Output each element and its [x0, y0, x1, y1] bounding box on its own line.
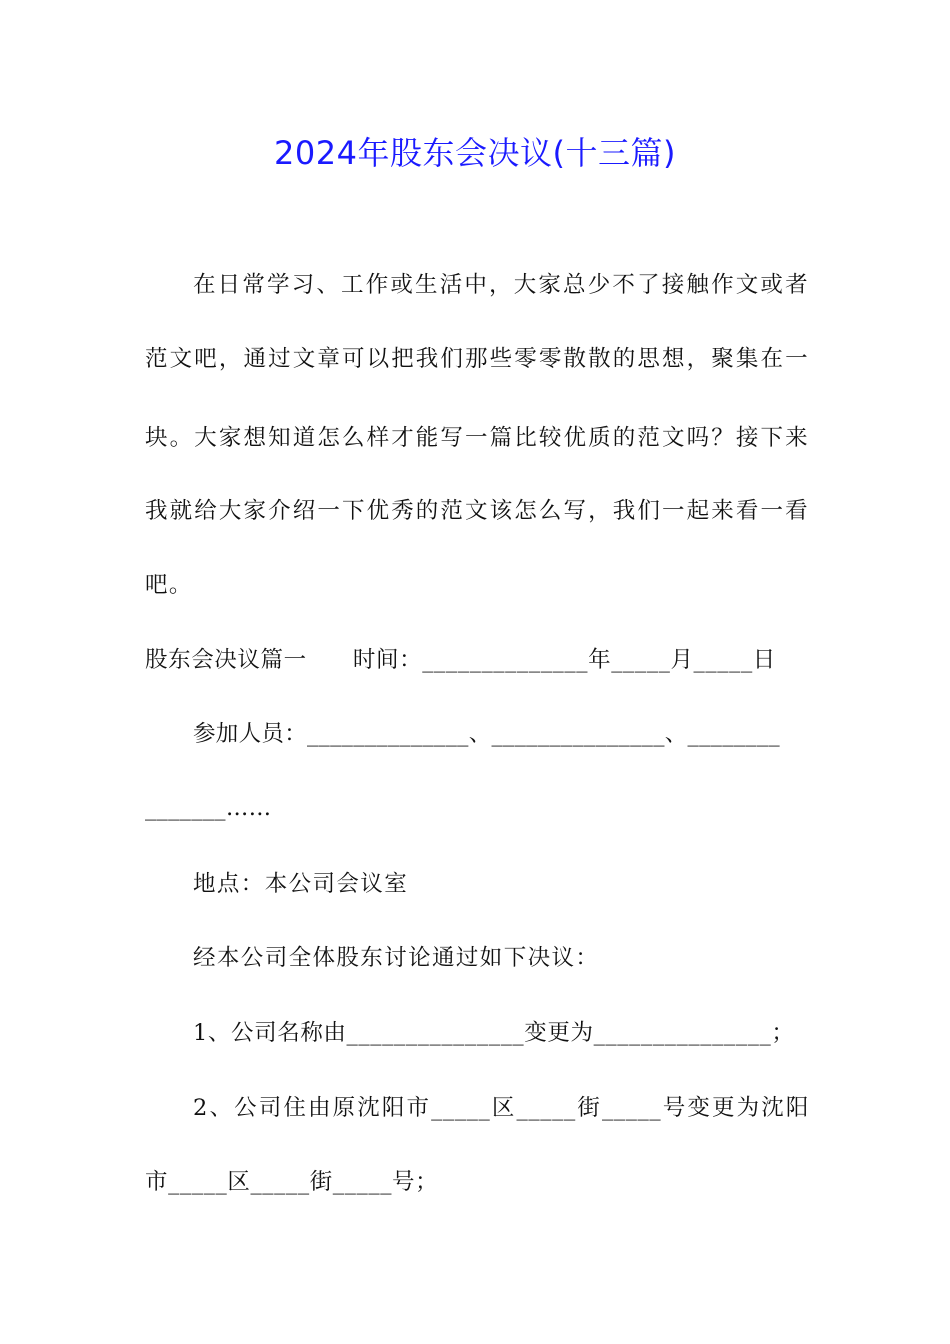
resolution-intro: 经本公司全体股东讨论通过如下决议： [193, 945, 600, 971]
intro-line-3: 块。大家想知道怎么样才能写一篇比较优质的范文吗？接下来 [145, 425, 809, 451]
resolution-item-1: 1、公司名称由_______________变更为_______________； [193, 1020, 795, 1046]
attendees-line-1: 参加人员：______________、_______________、________ [193, 721, 780, 747]
intro-line-5: 吧。 [145, 572, 193, 598]
intro-line-1: 在日常学习、工作或生活中，大家总少不了接触作文或者 [193, 272, 809, 298]
section1-time-line: 股东会决议篇一 时间：______________年_____月_____日 [145, 647, 776, 673]
resolution-item-2-line-1: 2、公司住由原沈阳市_____区_____街_____号变更为沈阳 [193, 1095, 809, 1121]
resolution-item-2-line-2: 市_____区_____街_____号； [145, 1169, 439, 1195]
document-title: 2024年股东会决议(十三篇) [274, 134, 676, 172]
intro-line-4: 我就给大家介绍一下优秀的范文该怎么写，我们一起来看一看 [145, 498, 809, 524]
intro-line-2: 范文吧，通过文章可以把我们那些零零散散的思想，聚集在一 [145, 346, 809, 372]
attendees-line-2: _______…… [145, 795, 272, 821]
location-line: 地点：本公司会议室 [193, 871, 409, 897]
